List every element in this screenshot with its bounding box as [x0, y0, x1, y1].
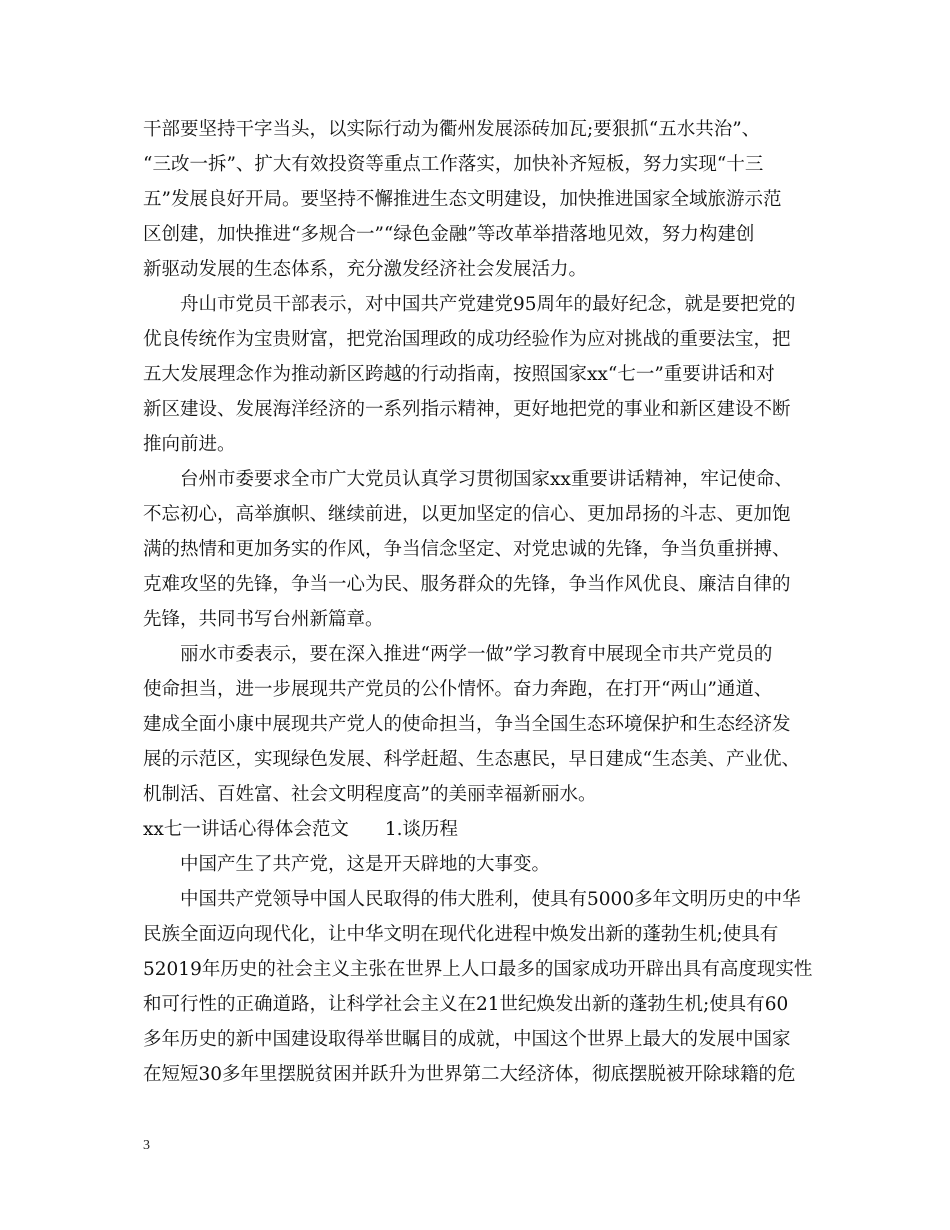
- text-line: 多年历史的新中国建设取得举世瞩目的成就，中国这个世界上最大的发展中国家: [143, 1029, 791, 1050]
- text-line: 新驱动发展的生态体系，充分激发经济社会发展活力。: [143, 259, 588, 280]
- section-heading: [143, 812, 843, 847]
- text-line: 机制活、百姓富、社会文明程度高”的美丽幸福新丽水。: [143, 784, 597, 805]
- text-line: 五”发展良好开局。要坚持不懈推进生态文明建设，加快推进国家全域旅游示范: [143, 189, 782, 210]
- text-line: 五大发展理念作为推动新区跨越的行动指南，按照国家xx“七一”重要讲话和对: [143, 364, 775, 385]
- text-line: 舟山市党员干部表示，对中国共产党建党95周年的最好纪念，就是要把党的: [143, 294, 796, 315]
- heading-section: 1.谈历程: [384, 819, 459, 840]
- text-line: 使命担当，进一步展现共产党员的公仆情怀。奋力奔跑，在打开“两山”通道、: [143, 679, 773, 700]
- text-line: 不忘初心，高举旗帜、继续前进，以更加坚定的信心、更加昂扬的斗志、更加饱: [143, 504, 791, 525]
- text-line: 干部要坚持干字当头，以实际行动为衢州发展添砖加瓦;要狠抓“五水共治”、: [143, 119, 761, 140]
- text-line: 建成全面小康中展现共产党人的使命担当，争当全国生态环境保护和生态经济发: [143, 714, 791, 735]
- text-line: 中国共产党领导中国人民取得的伟大胜利，使具有5000多年文明历史的中华: [143, 889, 801, 910]
- text-line: 民族全面迈向现代化，让中华文明在现代化进程中焕发出新的蓬勃生机;使具有: [143, 924, 779, 945]
- text-line: 展的示范区，实现绿色发展、科学赶超、生态惠民，早日建成“生态美、产业优、: [143, 749, 800, 770]
- text-line: 区创建，加快推进“多规合一”“绿色金融”等改革举措落地见效，努力构建创: [143, 224, 755, 245]
- text-line: 克难攻坚的先锋，争当一心为民、服务群众的先锋，争当作风优良、廉洁自律的: [143, 574, 791, 595]
- text-line: 在短短30多年里摆脱贫困并跃升为世界第二大经济体，彻底摆脱被开除球籍的危: [143, 1064, 796, 1085]
- page-number: 3: [143, 1138, 150, 1153]
- text-line: 新区建设、发展海洋经济的一系列指示精神，更好地把党的事业和新区建设不断: [143, 399, 791, 420]
- text-line: 和可行性的正确道路，让科学社会主义在21世纪焕发出新的蓬勃生机;使具有60: [143, 994, 789, 1015]
- text-line: 台州市委要求全市广大党员认真学习贯彻国家xx重要讲话精神，牢记使命、: [143, 469, 793, 490]
- text-line: 先锋，共同书写台州新篇章。: [143, 609, 384, 630]
- text-line: “三改一拆”、扩大有效投资等重点工作落实，加快补齐短板，努力实现“十三: [143, 154, 764, 175]
- document-body: [143, 112, 843, 1092]
- text-line: 推向前进。: [143, 434, 236, 455]
- text-line: 满的热情和更加务实的作风，争当信念坚定、对党忠诚的先锋，争当负重拼搏、: [143, 539, 791, 560]
- heading-title: xx七一讲话心得体会范文: [143, 819, 349, 840]
- text-line: 丽水市委表示，要在深入推进“两学一做”学习教育中展现全市共产党员的: [143, 644, 773, 665]
- text-line: 优良传统作为宝贵财富，把党治国理政的成功经验作为应对挑战的重要法宝，把: [143, 329, 791, 350]
- text-line: 中国产生了共产党，这是开天辟地的大事变。: [143, 854, 551, 875]
- text-line: 52019年历史的社会主义主张在世界上人口最多的国家成功开辟出具有高度现实性: [143, 959, 813, 980]
